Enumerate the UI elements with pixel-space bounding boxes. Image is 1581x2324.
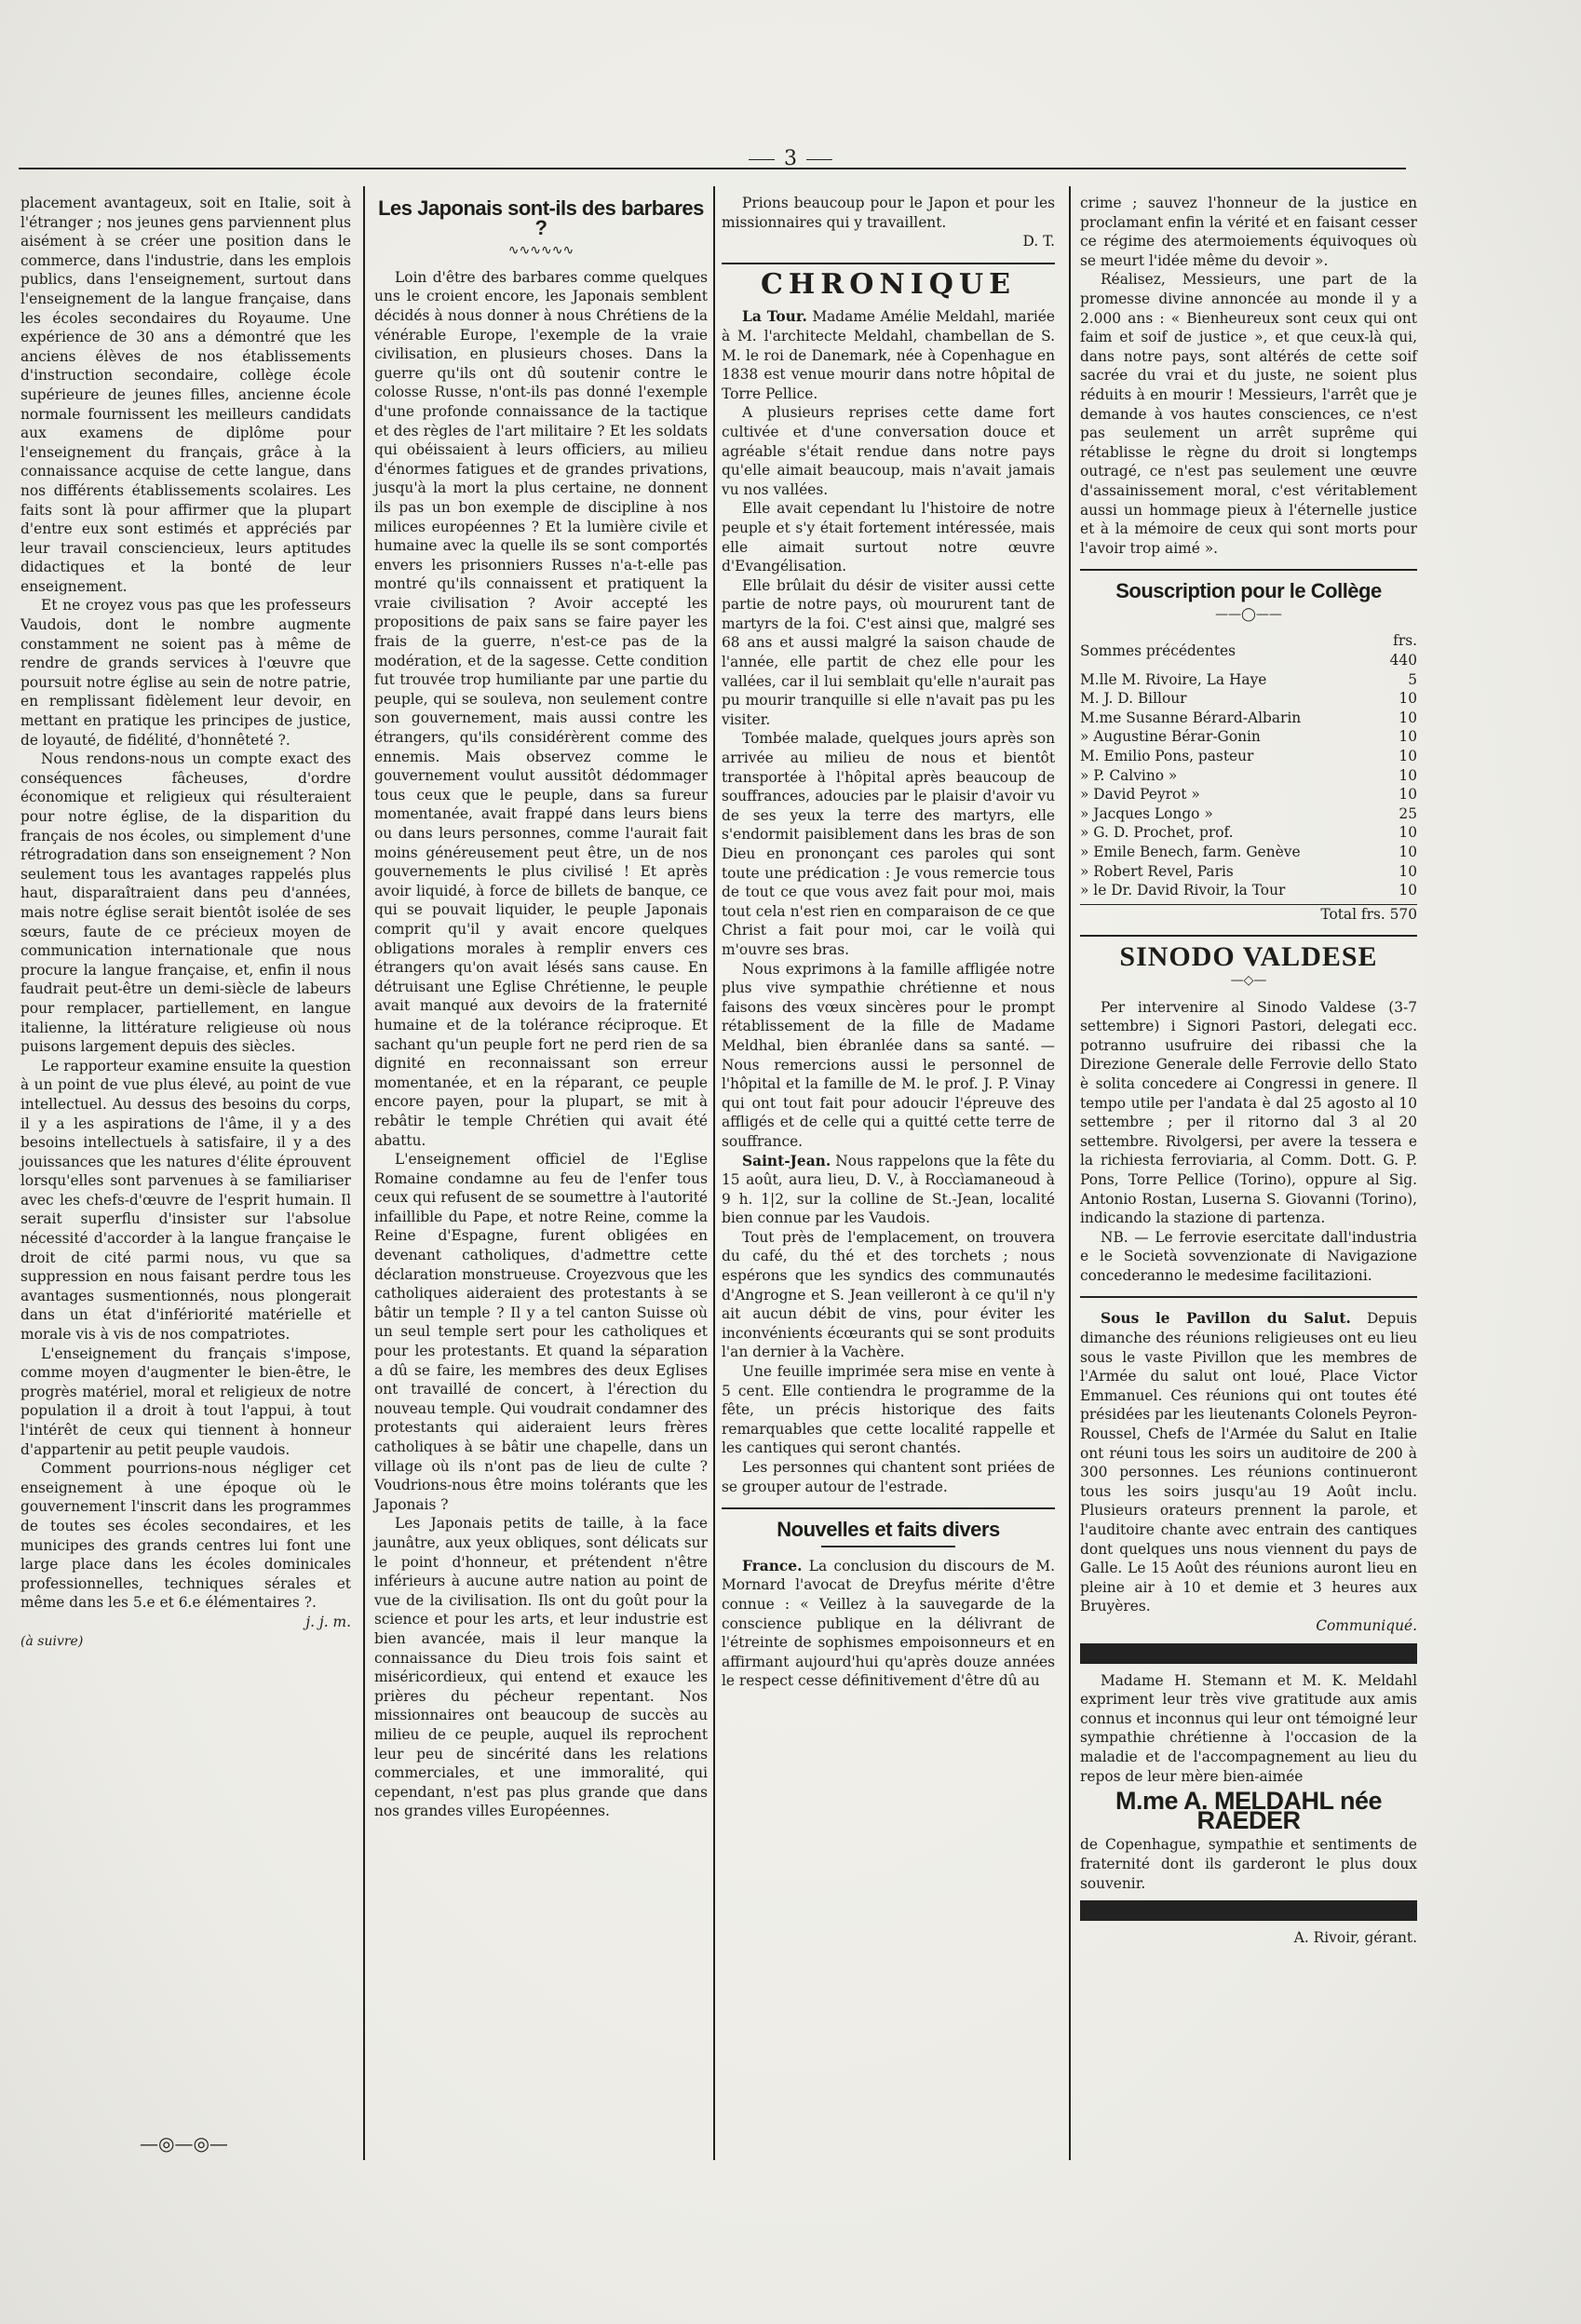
subscription-amount: 10 [1399, 748, 1417, 765]
subscription-row [1080, 709, 1417, 728]
paragraph: France. La conclusion du discours de M. Mornard l'avocat de Dreyfus mérite d'être connue : « Veillez à la sauvegarde de la conscience publique en la délivrant de l'étreinte de sophismes empoisonneurs et en affirmant aujourd'hui qu'après douze années le respect cesse définitivement d'être dû au [722, 1557, 1055, 1690]
paragraph: Elle avait cependant lu l'histoire de notre peuple et s'y était fortement intéressée, mais elle aimait surtout notre œuvre d'Evangélisation. [722, 500, 1055, 575]
subscriber-name: M.me Susanne Bérard-Albarin [1080, 709, 1302, 726]
subscriber-name: » le Dr. David Rivoir, la Tour [1080, 882, 1286, 899]
paragraph: Tout près de l'emplacement, on trouvera du café, du thé et des torchets ; nous espérons que les syndics des communautés d'Angrogne et S. Jean veilleront à ce qu'il n'y ait aucun débit de vins, pour éviter les inconvénients écœurants qui se sont produits l'an dernier à la Vachère. [722, 1228, 1055, 1361]
subscription-amount: frs. 440 [1389, 632, 1417, 669]
subscriber-name: » Emile Benech, farm. Genève [1080, 844, 1301, 860]
top-rule [19, 168, 1406, 169]
subscriber-name: Sommes précédentes [1080, 642, 1236, 659]
subscription-row [1080, 862, 1417, 882]
section-title-souscription: Souscription pour le Collège [1115, 579, 1382, 603]
paragraph: Elle brûlait du désir de visiter aussi cette partie de notre pays, où moururent tant de martyrs de la foi. C'est ainsi que, malgré ses 68 ans et aussi malgré la saison chaude de l'année, elle partit de chez elle pour les vallées, car il lui semblait qu'elle n'aurait pas pu mourir tranquille si elle n'avait pas pu les visiter. [722, 576, 1055, 728]
paragraph: crime ; sauvez l'honneur de la justice en proclamant enfin la vérité et en faisant cesser ce régime des atermoiements équivoques où se meurt l'idée même du devoir ». [1080, 195, 1417, 269]
subscription-table [1080, 631, 1417, 899]
subscription-amount: 10 [1399, 766, 1417, 784]
column-4 [1080, 194, 1417, 1948]
section-title-chronique: CHRONIQUE [761, 267, 1016, 301]
subscriber-name: M. J. D. Billour [1080, 690, 1187, 708]
manager-signature: A. Rivoir, gérant. [1293, 1929, 1417, 1947]
paragraph: Les Japonais petits de taille, à la face jaunâtre, aux yeux obliques, sont délicats sur le point d'honneur, et prétendent n'être inférieurs à aucune autre nation au point de vue de la civilisation. Ils ont du goût pour la science et pour les arts, et leur industrie est bien avancée, mais il leur manque la connaissance du Dieu trois fois saint et miséricordieux, qui entend et exauce les prières du pécheur repentant. Nos missionnaires ont beaucoup de succès au milieu de ce peuple, auquel ils reprochent leur peu de sincérité dans les relations commerciales, et une immoralité, qui cependant, n'est pas plus grande que dans nos grandes villes Européennes. [374, 1515, 708, 1820]
page-number: 3 [0, 147, 1581, 170]
title-ornament: ——◯—— [1215, 606, 1282, 622]
column-divider [363, 186, 365, 2160]
section-rule [722, 1507, 1055, 1509]
black-rule [1080, 1643, 1417, 1664]
subscription-total: Total frs. 570 [1080, 904, 1417, 925]
subscription-amount: 25 [1399, 804, 1417, 822]
paragraph: Saint-Jean. Nous rappelons que la fête du 15 août, aura lieu, D. V., à Roccìamaneoud à 9 h. 1|2, sur la colline de St.-Jean, localité bien connue par les Vaudois. [722, 1152, 1055, 1227]
title-rule [821, 1546, 954, 1547]
paragraph: Prions beaucoup pour le Japon et pour les missionnaires qui y travaillent. [722, 195, 1055, 231]
deceased-name: M.me A. MELDAHL née RAEDER [1115, 1787, 1383, 1834]
paragraph: La Tour. Madame Amélie Meldahl, mariée à M. l'architecte Meldahl, chambellan de S. M. le roi de Danemark, née à Copenhague en 1838 est venue mourir dans notre hôpital de Torre Pellice. [722, 308, 1055, 402]
paragraph: Et ne croyez vous pas que les professeurs Vaudois, dont le nombre augmente constamment ne soient pas à même de rendre de grands services à l'œuvre que poursuit notre église au sein de notre patrie, en remplissant fidèlement leur devoir, en mettant en pratique les principes de justice, de loyauté, de fidélité, d'honnêteté ?. [20, 597, 351, 749]
column-divider [1069, 186, 1071, 2160]
paragraph: Réalisez, Messieurs, une part de la promesse divine annoncée au monde il y a 2.000 ans : « Bienheureux sont ceux qui ont faim et soif de justice », et que ceux-là qui, dans notre pays, sont altérés de cette soif sacrée du vrai et du juste, ne soient plus réduits à en mourir ! Messieurs, l'arrêt que je demande à vos hautes consciences, ce n'est pas seulement un arrêt suprême qui rétablisse le règne du droit si longtemps outragé, ce n'est pas seulement une œuvre d'assainissement moral, c'est véritablement aussi un hommage pieux à l'éternelle justice et à la mémoire de ceux qui sont morts pour l'avoir trop aimé ». [1080, 271, 1417, 557]
subscriber-name: » Augustine Bérar-Gonin [1080, 728, 1261, 746]
subscription-row [1080, 670, 1417, 690]
section-rule [1080, 935, 1417, 937]
ornament: —◎—◎— [140, 2132, 228, 2155]
subscription-row [1080, 785, 1417, 804]
black-rule [1080, 1900, 1417, 1921]
section-title-nouvelles: Nouvelles et faits divers [777, 1518, 1000, 1542]
signature: D. T. [1022, 233, 1055, 250]
paragraph: Madame H. Stemann et M. K. Meldahl expriment leur très vive gratitude aux amis connus et inconnus qui leur ont témoigné leur sympathie chrétienne à l'occasion de la maladie et de l'accompagnement au lieu du repos de leur mère bien-aimée [1080, 1671, 1417, 1785]
section-rule [1080, 1296, 1417, 1298]
paragraph: L'enseignement du français s'impose, comme moyen d'augmenter le bien-être, le progrès matériel, moral et religieux de notre population il a droit à tout l'appui, à tout l'intérêt de ceux qui tiennent à honneur d'appartenir au petit peuple vaudois. [20, 1344, 351, 1458]
subscription-amount: 10 [1399, 728, 1417, 746]
column-1 [20, 194, 351, 1651]
title-ornament: —◇— [1230, 972, 1267, 988]
paragraph: Tombée malade, quelques jours après son arrivée au milieu de nous et bientôt transportée à l'hôpital après beaucoup de souffrances, adoucies par le plaisir d'avoir vu de ses yeux la terre des martyrs, elle s'endormit paisiblement dans les bras de son Dieu en prononçant ces paroles qui sont toute une prédication : Je vous remercie tous de tout ce que vous avez fait pour moi, mais tout cela n'est rien en comparaison de ce que Christ a fait pour moi, car le voilà qui m'ouvre ses bras. [722, 730, 1055, 958]
subscription-amount: 10 [1399, 709, 1417, 726]
column-2 [374, 194, 708, 1821]
article-title: Les Japonais sont-ils des barbares ? [378, 196, 704, 239]
subscription-row [1080, 766, 1417, 786]
paragraph: A plusieurs reprises cette dame fort cultivée et d'une conversation douce et agréable s'était rendue dans notre pays qu'elle aimait beaucoup, mais n'avait jamais vu nos vallées. [722, 404, 1055, 498]
paragraph: Les personnes qui chantent sont priées de se grouper autour de l'estrade. [722, 1459, 1055, 1495]
paragraph: Comment pourrions-nous négliger cet enseignement à une époque où le gouvernement l'inscrit dans les programmes de toutes ses écoles secondaires, et les municipes des grands centres lui font une large place dans les écoles dominicales professionnelles, techniques sérales et même dans les 5.e et 6.e élémentaires ?. [20, 1460, 351, 1612]
communique-label: Communiqué. [1316, 1616, 1417, 1634]
paragraph: Loin d'être des barbares comme quelques uns le croient encore, les Japonais semblent décidés à nous donner à nous Chrétiens de la vénérable Europe, l'exemple de la vraie civilisation, en plusieurs choses. Dans la guerre qu'ils ont dû soutenir contre le colosse Russe, n'ont-ils pas donné l'exemple d'une profonde connaissance de la tactique et des règles de l'art militaire ? Et les soldats qui obéissaient à leurs officiers, au milieu d'énormes fatigues et de grandes privations, jusqu'à la mort la plus certaine, ne donnent ils pas un bon exemple de discipline à nos milices européennes ? Et la lumière civile et humaine avec la quelle ils se sont comportés envers les prisonniers Russes n'a-t-elle pas montré qu'ils connaissent et pratiquent la vraie civilisation ? Avoir accepté les propositions de paix sans se faire payer les frais de la guerre, n'est-ce pas de la modération, et de la sagesse. Cette condition fut trouvée trop humiliante par une partie du peuple, qui se souleva, non seulement contre son gouvernement, mais aussi contre les étrangers, qu'ils considérèrent comme des ennemis. Mais observez comme le gouvernement voulut aussitôt dédommager tous ceux que le peuple, dans sa fureur momentanée, avait frappé dans leurs biens ou dans leurs personnes, comme l'aurait fait moins généreusement peut être, un de nos gouvernements le plus civilisé ! Et après avoir liquidé, à force de billets de banque, ce qui se pouvait liquider, le peuple Japonais comprit qu'il y avait encore quelques obligations morales à remplir envers ces étrangers qu'on avait lésés sans cause. En détruisant une Eglise Chrétienne, le peuple avait manqué aux devoirs de la fraternité humaine et de la tolérance réciproque. Et sachant qu'un peuple fort ne perd rien de sa dignité en reconnaissant son erreur momentanée, et en la réparant, ce peuple encore payen, pour la plupart, se mit à rebâtir le temple Chrétien qui avait été abattu. [374, 268, 708, 1149]
section-rule [722, 263, 1055, 264]
signature: j. j. m. [305, 1613, 351, 1630]
subscription-amount: 10 [1399, 862, 1417, 880]
subscription-amount: 10 [1399, 882, 1417, 899]
subscription-amount: 5 [1408, 670, 1417, 688]
subscription-row [1080, 689, 1417, 709]
paragraph: Nous exprimons à la famille affligée notre plus vive sympathie chrétienne et nous faisons des vœux sincères pour le prompt rétablissement de la fille de Madame Meldhal, bien ébranlée dans sa santé. — Nous remercions aussi le personnel de l'hôpital et la famille de M. le prof. J. P. Vinay qui ont tout fait pour adoucir l'épreuve des affligés et de celle qui a quitté cette terre de souffrance. [722, 960, 1055, 1150]
subscription-amount: 10 [1399, 786, 1417, 804]
subscriber-name: M. Emilio Pons, pasteur [1080, 748, 1254, 765]
subscription-row [1080, 804, 1417, 824]
paragraph: de Copenhague, sympathie et sentiments de fraternité dont ils garderont le plus doux souvenir. [1080, 1836, 1417, 1892]
section-title-sinodo: SINODO VALDESE [1119, 941, 1378, 973]
paragraph: Une feuille imprimée sera mise en vente à 5 cent. Elle contiendra le programme de la fête, un précis historique des faits remarquables que cette localité rappelle et les cantiques qui seront chantés. [722, 1363, 1055, 1457]
column-divider [713, 186, 715, 2160]
paragraph: placement avantageux, soit en Italie, soit à l'étranger ; nos jeunes gens parviennent plus aisément à se créer une position dans le commerce, dans l'industrie, dans les emplois publics, dans l'enseignement, surtout dans l'enseignement de la langue française, dans les écoles secondaires du Royaume. Une expérience de 30 ans a démontré que les anciens élèves de nos établissements d'instruction secondaire, collège école supérieure de jeunes filles, ancienne école normale fournissent les meilleurs candidats aux examens de diplôme pour l'enseignement du français, grâce à la connaissance acquise de cette langue, dans nos différents établissements scolaires. Les faits sont là pour affirmer que la plupart d'entre eux sont estimés et appréciés par leur travail consciencieux, leurs aptitudes didactiques et la bonté de leur enseignement. [20, 195, 351, 595]
subscription-amount: 10 [1399, 824, 1417, 842]
paragraph: Nous rendons-nous un compte exact des conséquences fâcheuses, d'ordre économique et religieux qui résulteraient pour notre église, de la disparition du français de nos écoles, ou simplement d'une rétrogradation dans son enseignement ? Non seulement tous les avantages rappelés plus haut, disparaîtraient dans peu d'années, mais notre église serait bientôt isolée de ses sœurs, faute de ce précieux moyen de communication internationale que nous procure la langue française, et, enfin il nous faudrait peut-être un demi-siècle de labeurs pour remplacer, partiellement, en langue italienne, la littérature religieuse où nous puisons largement depuis des siècles. [20, 750, 351, 1056]
subscription-amount: 10 [1399, 690, 1417, 708]
subscription-row [1080, 881, 1417, 900]
to-be-continued: (à suivre) [20, 1633, 84, 1649]
subscription-row [1080, 747, 1417, 766]
subscriber-name: » P. Calvino » [1080, 766, 1178, 784]
subscription-row [1080, 823, 1417, 843]
subscriber-name: » Robert Revel, Paris [1080, 862, 1234, 880]
subscription-row [1080, 843, 1417, 862]
paragraph: Per intervenire al Sinodo Valdese (3-7 settembre) i Signori Pastori, delegati ecc. potranno usufruire dei ribassi che la Direzione Generale delle Ferrovie dello Stato è solita concedere ai Congressi in genere. Il tempo utile per l'andata è dal 25 agosto al 10 settembre ; per il ritorno dal 3 al 20 settembre. Rivolgersi, per avere la tessera e la richiesta ferroviaria, al Comm. Dott. G. P. Pons, Torre Pellice (Torino), oppure al Sig. Antonio Rostan, Luserna S. Giovanni (Torino), indicando la stazione di partenza. [1080, 998, 1417, 1227]
column-3 [722, 194, 1055, 1691]
subscriber-name: » Jacques Longo » [1080, 804, 1213, 822]
subscription-row [1080, 727, 1417, 747]
paragraph: L'enseignement officiel de l'Eglise Romaine condamne au feu de l'enfer tous ceux qui refusent de se soumettre à l'autorité infaillible du Pape, et notre Reine, comme la Reine d'Espagne, furent obligées en devenant catholiques, d'admettre cette déclaration monstrueuse. Croyezvous que les catholiques aideraient des protestants à se bâtir un temple ? Il y a tel canton Suisse où un seul temple sert pour les catholiques et pour les protestants. Et quand la séparation a dû se faire, les membres des deux Eglises ont travaillé de concert, à l'érection du nouveau temple. Qui voudrait condamner des protestants qui aideraient leurs frères catholiques à se bâtir une chapelle, dans un village où ils n'ont pas de lieu de culte ? Voudrions-nous être moins tolérants que les Japonais ? [374, 1151, 708, 1513]
subscriber-name: » G. D. Prochet, prof. [1080, 824, 1234, 842]
subscriber-name: » David Peyrot » [1080, 786, 1200, 804]
subscriber-name: M.lle M. Rivoire, La Haye [1080, 670, 1267, 688]
subscription-amount: 10 [1399, 844, 1417, 860]
section-rule [1080, 569, 1417, 571]
paragraph: Sous le Pavillon du Salut. Depuis dimanche des réunions religieuses ont eu lieu sous le vaste Pivillon que les membres de l'Armée du salut ont loué, Place Victor Emmanuel. Ces réunions qui ont toutes été présidées par les lieutenants Colonels Peyron-Roussel, Chefs de l'Armée du Salut en Italie ont réuni tous les soirs un auditoire de 200 à 300 personnes. Les réunions continueront tous les soirs jusqu'au 19 Août inclu. Plusieurs orateurs prennent la parole, et l'auditoire chante avec entrain des cantiques dont quelques uns nous viennent du pays de Galle. Le 15 Août des réunions auront lieu en pleine air à 10 et demie et 3 heures aux Bruyères. [1080, 1310, 1417, 1615]
title-ornament: ∿∿∿∿∿∿ [507, 243, 574, 259]
paragraph: NB. — Le ferrovie esercitate dall'industria e le Società sovvenzionate di Navigazione concederanno le medesime facilitazioni. [1080, 1228, 1417, 1284]
subscription-row [1080, 631, 1417, 669]
paragraph: Le rapporteur examine ensuite la question à un point de vue plus élevé, au point de vue intellectuel. Au dessus des besoins du corps, il y a les aspirations de l'âme, il y a des besoins intellectuels à satisfaire, il y a des jouissances que les natures d'élite éprouvent lorsqu'elles sont parvenues à se familiariser avec les chefs-d'œuvre de l'esprit humain. Il serait superflu d'insister sur l'absolue nécessité d'accorder à la langue française le droit de cité parmi nous, vu que sa suppression en nous faisant perdre tous les avantages susmentionnés, nous plongerait dans un état d'infériorité matérielle et morale vis à vis de nos compatriotes. [20, 1057, 351, 1344]
